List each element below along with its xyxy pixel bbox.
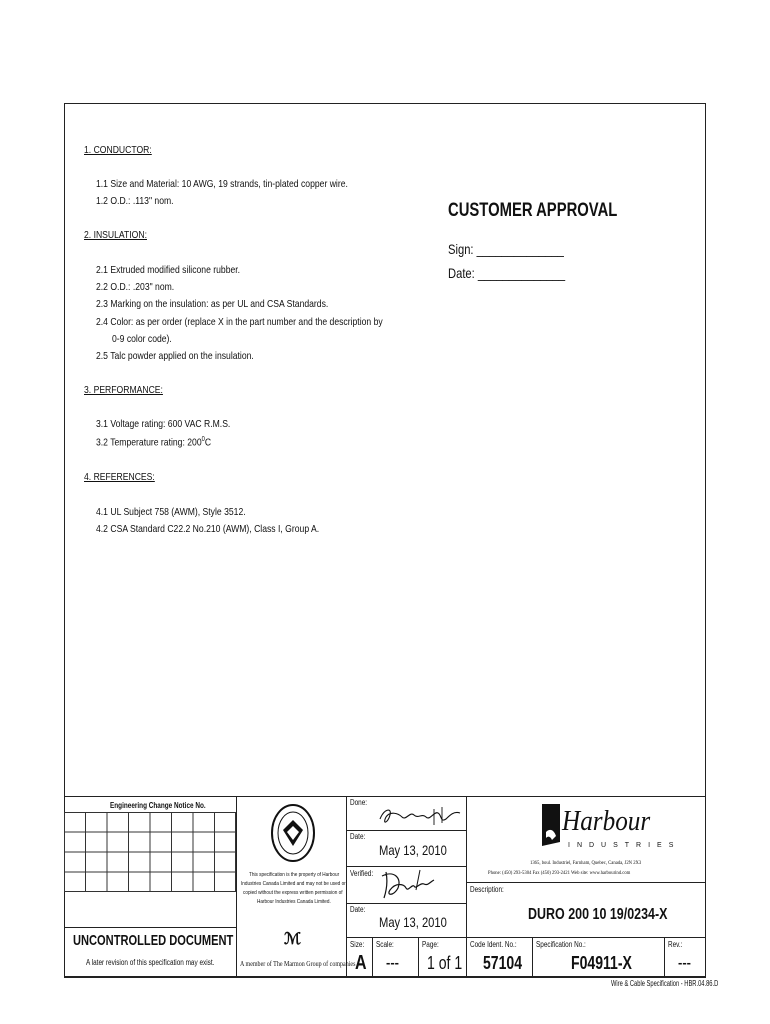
conductor-heading: 1. CONDUCTOR:	[84, 144, 152, 156]
property-note-line-3: copied without the express written permission of	[243, 890, 343, 896]
temperature-unit: C	[204, 436, 212, 449]
scale-label: Scale:	[376, 940, 394, 949]
marmon-logo-icon: ℳ	[284, 929, 300, 948]
references-item-2: 4.2 CSA Standard C22.2 No.210 (AWM), Class I, Group A.	[96, 523, 320, 535]
date-label-2: Date:	[350, 905, 366, 914]
description-value: DURO 200 10 19/0234-X	[528, 906, 668, 923]
page-label: Page:	[422, 940, 439, 949]
footer-reference: Wire & Cable Specification - HBR.04.86.D	[611, 979, 719, 988]
member-of-note: A member of The Marmon Group of companies	[240, 960, 356, 968]
description-label: Description:	[470, 885, 504, 894]
code-value: 57104	[483, 953, 523, 973]
tb-top-line	[64, 796, 706, 797]
conductor-item-2: 1.2 O.D.: .113" nom.	[96, 195, 174, 207]
property-note-line-4: Harbour Industries Canada Limited.	[257, 899, 331, 905]
insulation-item-1: 2.1 Extruded modified silicone rubber.	[96, 264, 241, 276]
degree-superscript: 0	[201, 436, 205, 443]
company-seal-icon	[270, 802, 316, 864]
performance-heading: 3. PERFORMANCE:	[84, 384, 163, 396]
property-note-line-2: Industries Canada Limited and may not be used or	[241, 881, 346, 887]
tb-bottom-line	[64, 977, 706, 978]
temperature-label: 3.2 Temperature rating: 200	[96, 436, 202, 449]
tb-vline-scale	[418, 937, 419, 977]
property-note-line-1: This specification is the property of Harbour	[249, 872, 340, 878]
customer-approval-title: CUSTOMER APPROVAL	[448, 200, 618, 221]
insulation-item-5: 2.5 Talc powder applied on the insulation.	[96, 350, 254, 362]
spec-value: F04911-X	[571, 953, 632, 973]
insulation-item-3: 2.3 Marking on the insulation: as per UL and CSA Standards.	[96, 298, 329, 310]
tb-vline-code	[532, 937, 533, 977]
sign-line: Sign: ______________	[448, 241, 564, 257]
insulation-item-4: 2.4 Color: as per order (replace X in the part number and the description by	[96, 316, 383, 328]
later-revision-note: A later revision of this specification may exist.	[86, 958, 215, 967]
tb-hline-f	[64, 927, 236, 928]
harbour-logo	[538, 800, 681, 856]
page-value: 1 of 1	[427, 953, 463, 973]
verified-label: Verified:	[350, 869, 374, 878]
tb-vline-2	[346, 796, 347, 977]
spec-label: Specification No.:	[536, 940, 586, 949]
scale-value: ---	[386, 955, 399, 970]
tb-hline-e	[346, 937, 706, 938]
performance-item-2	[96, 436, 211, 449]
insulation-item-4-cont: 0-9 color code).	[112, 333, 172, 345]
tb-vline-1	[236, 796, 237, 977]
ecn-label: Engineering Change Notice No.	[110, 801, 206, 810]
done-label: Done:	[350, 798, 368, 807]
tb-vline-3	[466, 796, 467, 977]
address-line-1: 1365, boul. Industriel, Farnham, Quebec, Canada, J2N 2X3	[530, 860, 642, 866]
insulation-item-2: 2.2 O.D.: .203" nom.	[96, 281, 175, 293]
size-value: A	[355, 952, 367, 974]
harbour-mark-icon	[538, 802, 564, 848]
references-item-1: 4.1 UL Subject 758 (AWM), Style 3512.	[96, 506, 246, 518]
tb-vline-size	[372, 937, 373, 977]
conductor-item-1: 1.1 Size and Material: 10 AWG, 19 strands, tin-plated copper wire.	[96, 178, 348, 190]
rev-value: ---	[678, 955, 691, 970]
size-label: Size:	[350, 940, 365, 949]
code-label: Code Ident. No.:	[470, 940, 517, 949]
date-1: May 13, 2010	[379, 842, 447, 858]
done-signature	[376, 803, 464, 829]
tb-vline-spec	[664, 937, 665, 977]
date-label-1: Date:	[350, 832, 366, 841]
tb-hline-c	[346, 903, 466, 904]
tb-hline-d	[466, 882, 706, 883]
tb-hline-a	[346, 830, 466, 831]
date-2: May 13, 2010	[379, 914, 447, 930]
company-name: Harbour	[562, 806, 651, 837]
ecn-grid	[64, 812, 236, 892]
company-sub: INDUSTRIES	[568, 842, 681, 849]
address-line-2: Phone: (450) 293-5304 Fax (450) 293-2421 Web site: www.harbourind.com	[488, 870, 631, 876]
date-line: Date: ______________	[448, 265, 566, 281]
verified-signature	[376, 866, 436, 902]
insulation-heading: 2. INSULATION:	[84, 229, 147, 241]
references-heading: 4. REFERENCES:	[84, 471, 155, 483]
performance-item-1: 3.1 Voltage rating: 600 VAC R.M.S.	[96, 418, 231, 430]
uncontrolled-document: UNCONTROLLED DOCUMENT	[73, 932, 234, 949]
rev-label: Rev.:	[668, 940, 683, 949]
